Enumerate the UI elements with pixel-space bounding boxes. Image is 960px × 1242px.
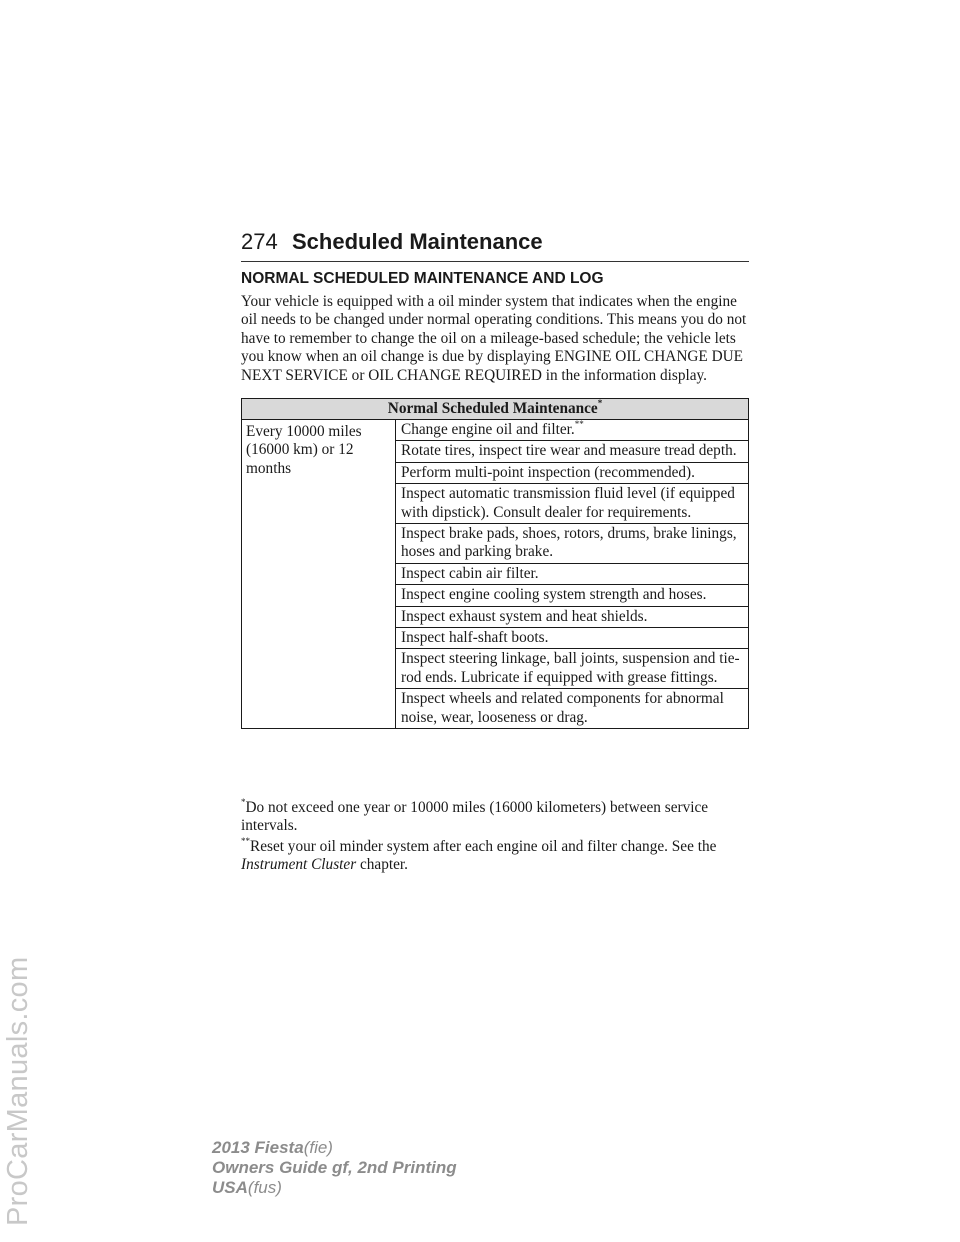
task-cell: Inspect wheels and related components for abnormal noise, wear, looseness or drag. [396,689,749,729]
footer-line-guide [212,1158,457,1178]
task-text: Change engine oil and filter. [401,421,575,438]
task-cell: Inspect exhaust system and heat shields. [396,606,749,627]
task-cell: Inspect half-shaft boots. [396,628,749,649]
page-number: 274 [241,229,278,254]
footer-line-model [212,1138,457,1158]
task-cell: Inspect brake pads, shoes, rotors, drums, brake linings, hoses and parking brake. [396,524,749,564]
task-cell: Inspect steering linkage, ball joints, suspension and tie-rod ends. Lubricate if equipped with grease fittings. [396,649,749,689]
footer-market: USA [212,1178,248,1197]
footnote-mark: * [241,797,246,807]
table-header-row [242,399,749,420]
footnote-text: Do not exceed one year or 10000 miles (16000 kilometers) between service intervals. [241,799,709,835]
task-cell [396,420,749,441]
task-cell: Rotate tires, inspect tire wear and measure tread depth. [396,441,749,462]
chapter-reference: Instrument Cluster [241,856,357,874]
table-title [242,399,749,420]
footer-line-market [212,1178,457,1198]
chapter-title: Scheduled Maintenance [292,229,543,254]
footnote-mark: ** [241,836,250,846]
footer-market-code: (fus) [247,1178,282,1197]
footer-guide: Owners Guide gf, 2nd Printing [212,1158,457,1177]
table-row [242,420,749,441]
table-title-text: Normal Scheduled Maintenance [387,400,598,417]
page-footer [212,1138,457,1198]
task-cell: Perform multi-point inspection (recommended). [396,462,749,483]
interval-cell: Every 10000 miles (16000 km) or 12 months [242,420,396,729]
watermark: ProCarManuals.com [2,956,34,1226]
task-cell: Inspect cabin air filter. [396,563,749,584]
footer-model-code: (fie) [303,1138,333,1157]
table-title-mark: * [597,398,603,408]
task-cell: Inspect automatic transmission fluid level (if equipped with dipstick). Consult dealer for requirements. [396,484,749,524]
footer-model: 2013 Fiesta [212,1138,304,1157]
page-header [241,229,749,262]
section-heading: NORMAL SCHEDULED MAINTENANCE AND LOG [241,270,604,287]
footnote-text: Reset your oil minder system after each engine oil and filter change. See the [250,838,717,855]
footnote-text-end: chapter. [356,856,408,874]
footnote-2 [241,838,749,875]
maintenance-table [241,398,749,729]
intro-paragraph: Your vehicle is equipped with a oil minder system that indicates when the engine oil needs to be changed under normal operating conditions. This means you do not have to remember to change the oil on a mileage-based schedule; the vehicle lets you know when an oil change is due by displaying ENGINE OIL CHANGE DUE NEXT SERVICE or OIL CHANGE REQUIRED in the information display. [241,293,747,384]
task-mark: ** [574,419,584,429]
footnote-1 [241,799,749,836]
task-cell: Inspect engine cooling system strength and hoses. [396,585,749,606]
